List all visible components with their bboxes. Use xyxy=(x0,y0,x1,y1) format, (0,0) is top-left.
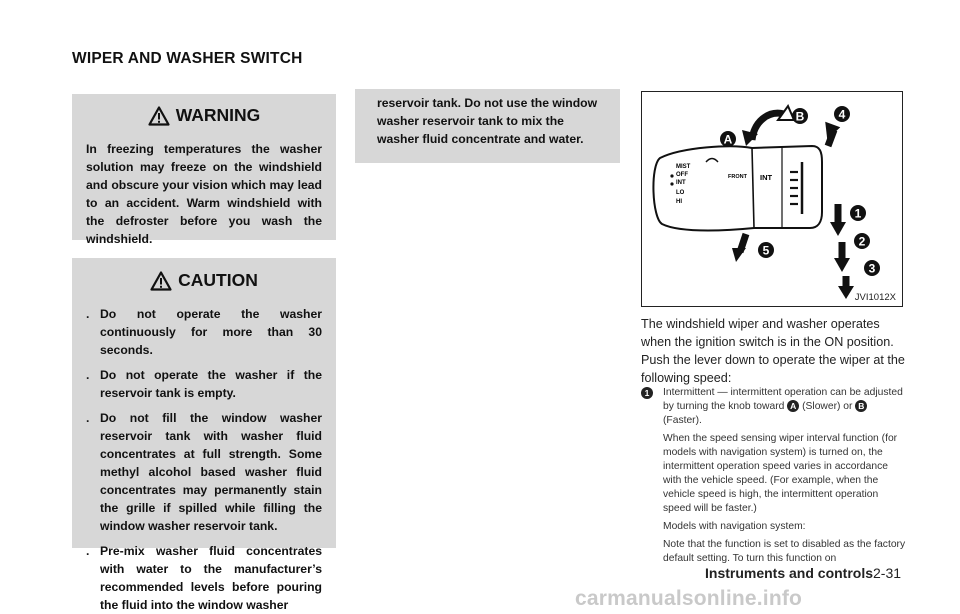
caution-item: . Do not operate the washer if the reservoir tank is empty. xyxy=(86,368,322,400)
callout-a: A xyxy=(723,132,733,147)
caution-item: . Do not fill the window washer reservoir tank with washer fluid concentrates at full strength. Some methyl alcohol based washer fluid concentrates may permanently stain the grille if spilled while filling the window washer reservoir tank. xyxy=(86,411,322,533)
caution-box xyxy=(72,258,336,612)
section-title: WIPER AND WASHER SWITCH xyxy=(72,50,303,67)
speed-item-1 xyxy=(641,386,906,570)
warning-box xyxy=(72,94,336,246)
marker-1: 1 xyxy=(641,387,653,399)
marker-a: A xyxy=(787,400,799,412)
warning-text: In freezing temperatures the washer solution may freeze on the windshield and obscure your vision which may lead to an accident. Warm windshield with the defroster before you wash the windshield. xyxy=(86,142,322,246)
callout-1: 1 xyxy=(854,206,862,221)
lever-label-int: INT xyxy=(676,180,686,186)
caution-continued-box xyxy=(355,89,620,163)
callout-b: B xyxy=(795,109,805,124)
footer-section-title: Instruments and controls xyxy=(705,565,874,581)
arrow-2-icon xyxy=(834,258,850,272)
item1-para3: Models with navigation system: xyxy=(663,521,806,532)
bullet: . xyxy=(86,544,90,558)
body-paragraph-1: The windshield wiper and washer operates when the ignition switch is in the ON position. xyxy=(641,317,894,349)
marker-b: B xyxy=(855,400,867,412)
caution-item: . Pre-mix washer fluid concentrates with water to the manufacturer’s recommended levels before pouring the fluid into the window washer xyxy=(86,544,322,612)
lever-label-off: OFF xyxy=(676,172,688,178)
callout-3: 3 xyxy=(868,261,876,276)
warning-header xyxy=(86,105,322,126)
arrow-3-icon xyxy=(838,286,854,299)
caution-list xyxy=(86,305,322,614)
item1-para4: Note that the function is set to disabled as the factory default setting. To turn this function on xyxy=(663,539,906,564)
callout-5: 5 xyxy=(762,243,770,258)
caution-triangle-icon xyxy=(150,271,172,291)
lever-label-lo: LO xyxy=(676,190,685,196)
caution-heading: CAUTION xyxy=(178,270,258,290)
warning-triangle-icon xyxy=(148,106,170,126)
callout-2: 2 xyxy=(858,234,866,249)
lever-label-front: FRONT xyxy=(728,174,747,180)
knob-label-int: INT xyxy=(760,173,773,182)
warning-heading: WARNING xyxy=(175,105,261,125)
wiper-lever-illustration xyxy=(642,92,901,305)
watermark: carmanualsonline.info xyxy=(575,587,803,610)
wiper-lever-figure xyxy=(641,91,903,307)
figure-code: JVI1012X xyxy=(854,292,896,303)
arrow-1-icon xyxy=(830,222,846,236)
bullet: . xyxy=(86,307,90,321)
bullet: . xyxy=(86,411,90,425)
lever-label-hi: HI xyxy=(676,199,682,205)
item1-desc: Intermittent — intermittent operation can be adjusted by turning the knob toward A (Slower) or B (Faster). xyxy=(663,387,903,426)
bullet: . xyxy=(86,368,90,382)
item1-para2: When the speed sensing wiper interval function (for models with navigation system) is turned on, the intermittent operation speed varies in accordance with the vehicle speed. (For example, when the vehicle speed is high, the intermittent operation speed will be faster.) xyxy=(663,433,898,514)
lever-label-mist: MIST xyxy=(676,164,691,170)
body-paragraph-2: Push the lever down to operate the wiper at the following speed: xyxy=(641,353,905,385)
arrow-5-icon xyxy=(732,248,746,262)
caution-item: . Do not operate the washer continuously for more than 30 seconds. xyxy=(86,307,322,357)
callout-4: 4 xyxy=(838,107,846,122)
caution-header xyxy=(86,270,322,291)
caution-continued-text: reservoir tank. Do not use the window washer reservoir tank to mix the washer fluid concentrate and water. xyxy=(377,96,598,146)
footer-page-number: 2-31 xyxy=(873,565,902,581)
